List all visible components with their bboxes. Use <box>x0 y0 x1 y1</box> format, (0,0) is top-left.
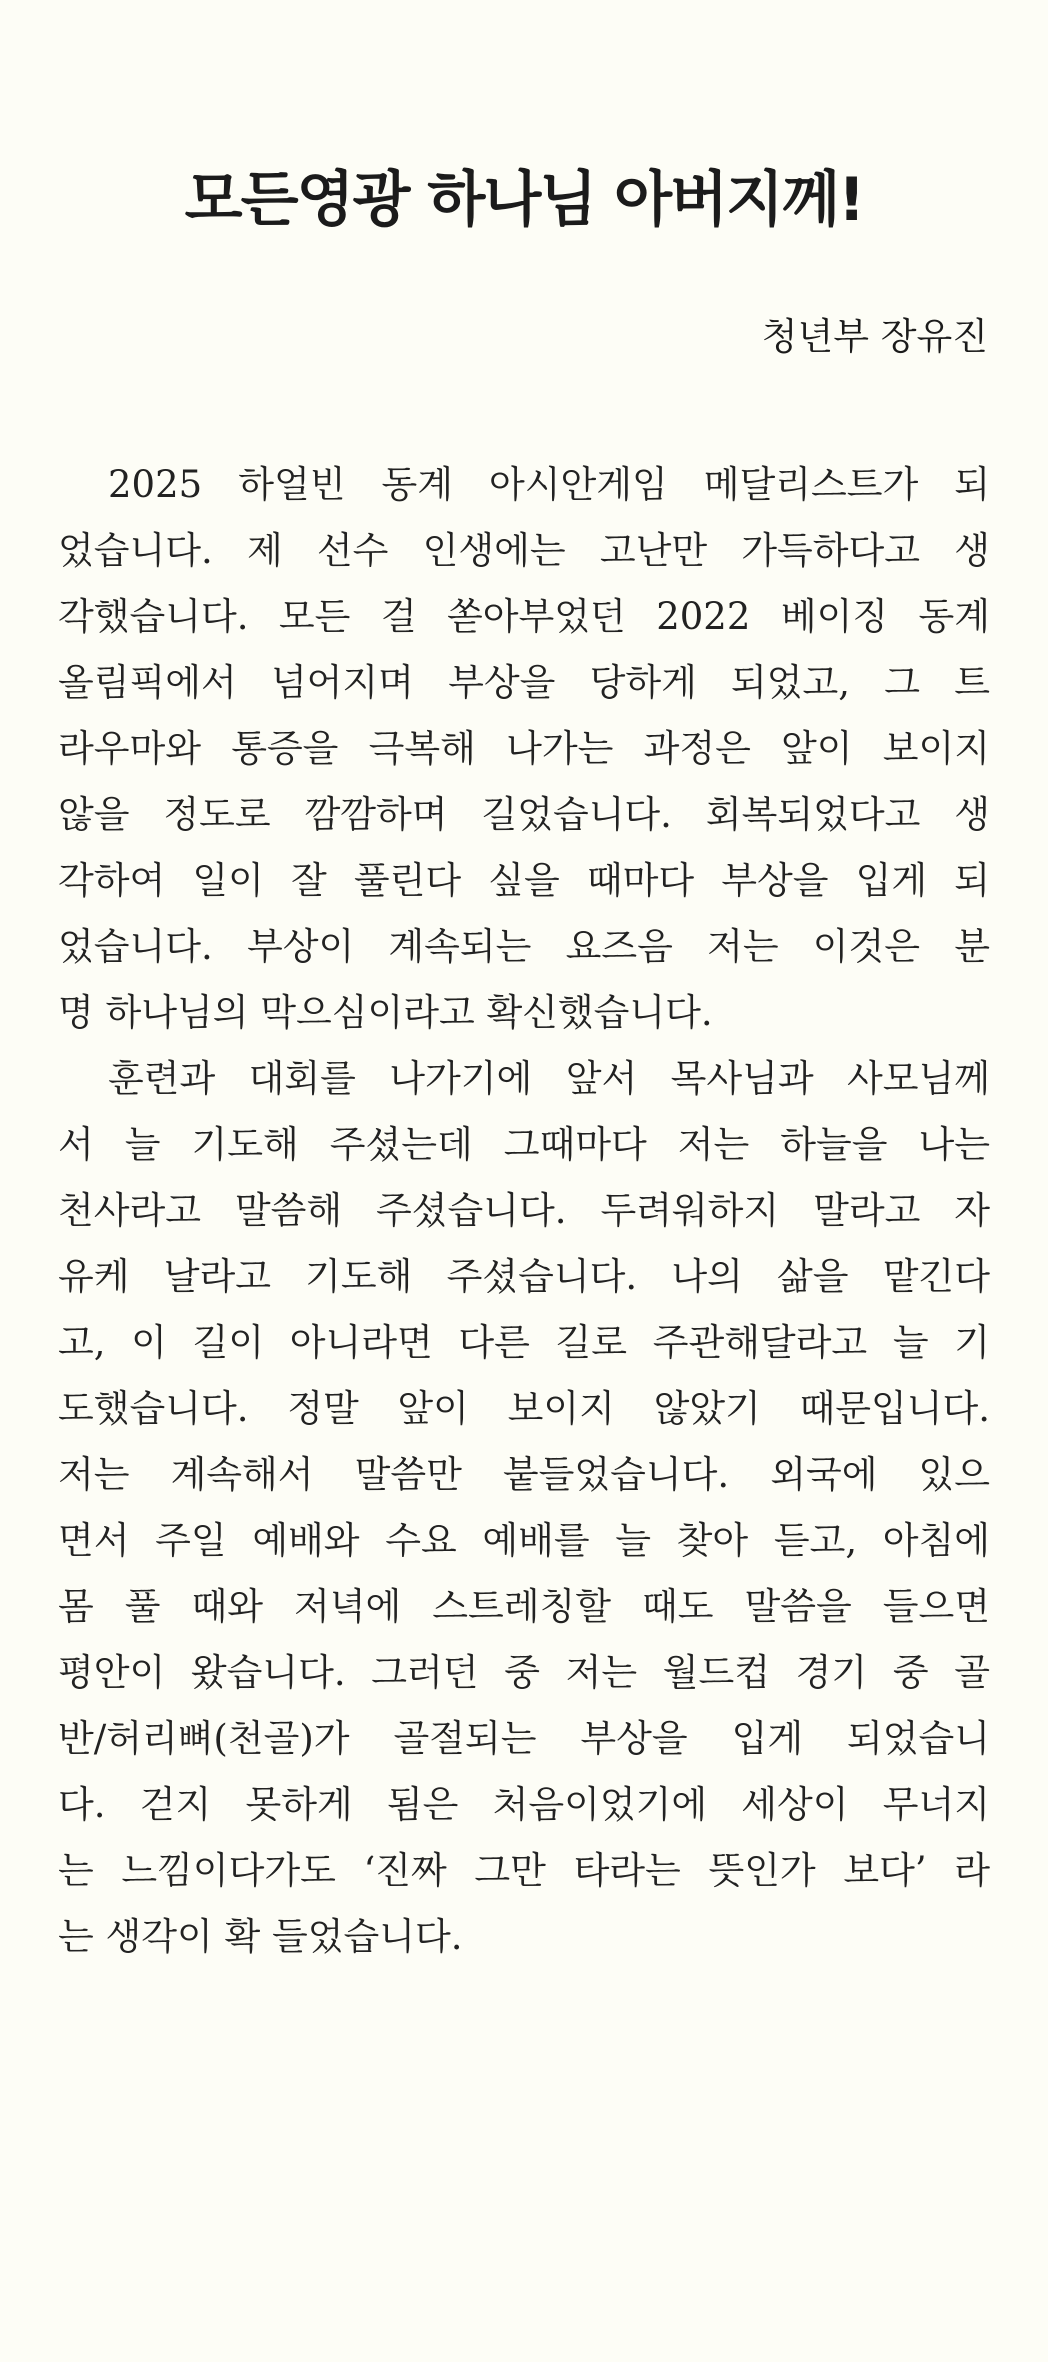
text-line: 고, 이 길이 아니라면 다른 길로 주관해달라고 늘 기 <box>58 1321 990 1364</box>
text-line: 면서 주일 예배와 수요 예배를 늘 찾아 듣고, 아침에 <box>58 1519 990 1562</box>
text-line: 평안이 왔습니다. 그러던 중 저는 월드컵 경기 중 골 <box>58 1651 990 1694</box>
text-line: 유케 날라고 기도해 주셨습니다. 나의 삶을 맡긴다 <box>58 1255 990 1298</box>
article-body <box>58 452 990 1970</box>
text-line: 저는 계속해서 말씀만 붙들었습니다. 외국에 있으 <box>58 1453 990 1496</box>
text-line: 라우마와 통증을 극복해 나가는 과정은 앞이 보이지 <box>58 727 990 770</box>
text-line: 었습니다. 제 선수 인생에는 고난만 가득하다고 생 <box>58 529 990 572</box>
text-line: 몸 풀 때와 저녁에 스트레칭할 때도 말씀을 들으면 <box>58 1585 990 1628</box>
text-line: 반/허리뼈(천골)가 골절되는 부상을 입게 되었습니 <box>58 1717 990 1760</box>
text-line: 도했습니다. 정말 앞이 보이지 않았기 때문입니다. <box>58 1387 990 1430</box>
text-line: 2025 하얼빈 동계 아시안게임 메달리스트가 되 <box>108 463 990 506</box>
text-line: 는 느낌이다가도 ‘진짜 그만 타라는 뜻인가 보다’ 라 <box>58 1849 990 1892</box>
text-line: 명 하나님의 막으심이라고 확신했습니다. <box>58 991 713 1034</box>
text-line: 천사라고 말씀해 주셨습니다. 두려워하지 말라고 자 <box>58 1189 990 1232</box>
text-line: 는 생각이 확 들었습니다. <box>58 1915 463 1958</box>
text-line: 었습니다. 부상이 계속되는 요즈음 저는 이것은 분 <box>58 925 990 968</box>
paragraph-2 <box>58 1046 990 1970</box>
text-line: 서 늘 기도해 주셨는데 그때마다 저는 하늘을 나는 <box>58 1123 990 1166</box>
article-title: 모든영광 하나님 아버지께! <box>184 165 864 235</box>
text-line: 각했습니다. 모든 걸 쏟아부었던 2022 베이징 동계 <box>58 595 990 638</box>
paragraph-1 <box>58 452 990 1046</box>
text-line: 올림픽에서 넘어지며 부상을 당하게 되었고, 그 트 <box>58 661 990 704</box>
article-author: 청년부 장유진 <box>761 315 988 358</box>
text-line: 않을 정도로 깜깜하며 길었습니다. 회복되었다고 생 <box>58 793 990 836</box>
text-line: 훈련과 대회를 나가기에 앞서 목사님과 사모님께 <box>108 1057 990 1100</box>
text-line: 다. 걷지 못하게 됨은 처음이었기에 세상이 무너지 <box>58 1783 990 1826</box>
text-line: 각하여 일이 잘 풀린다 싶을 때마다 부상을 입게 되 <box>58 859 990 902</box>
